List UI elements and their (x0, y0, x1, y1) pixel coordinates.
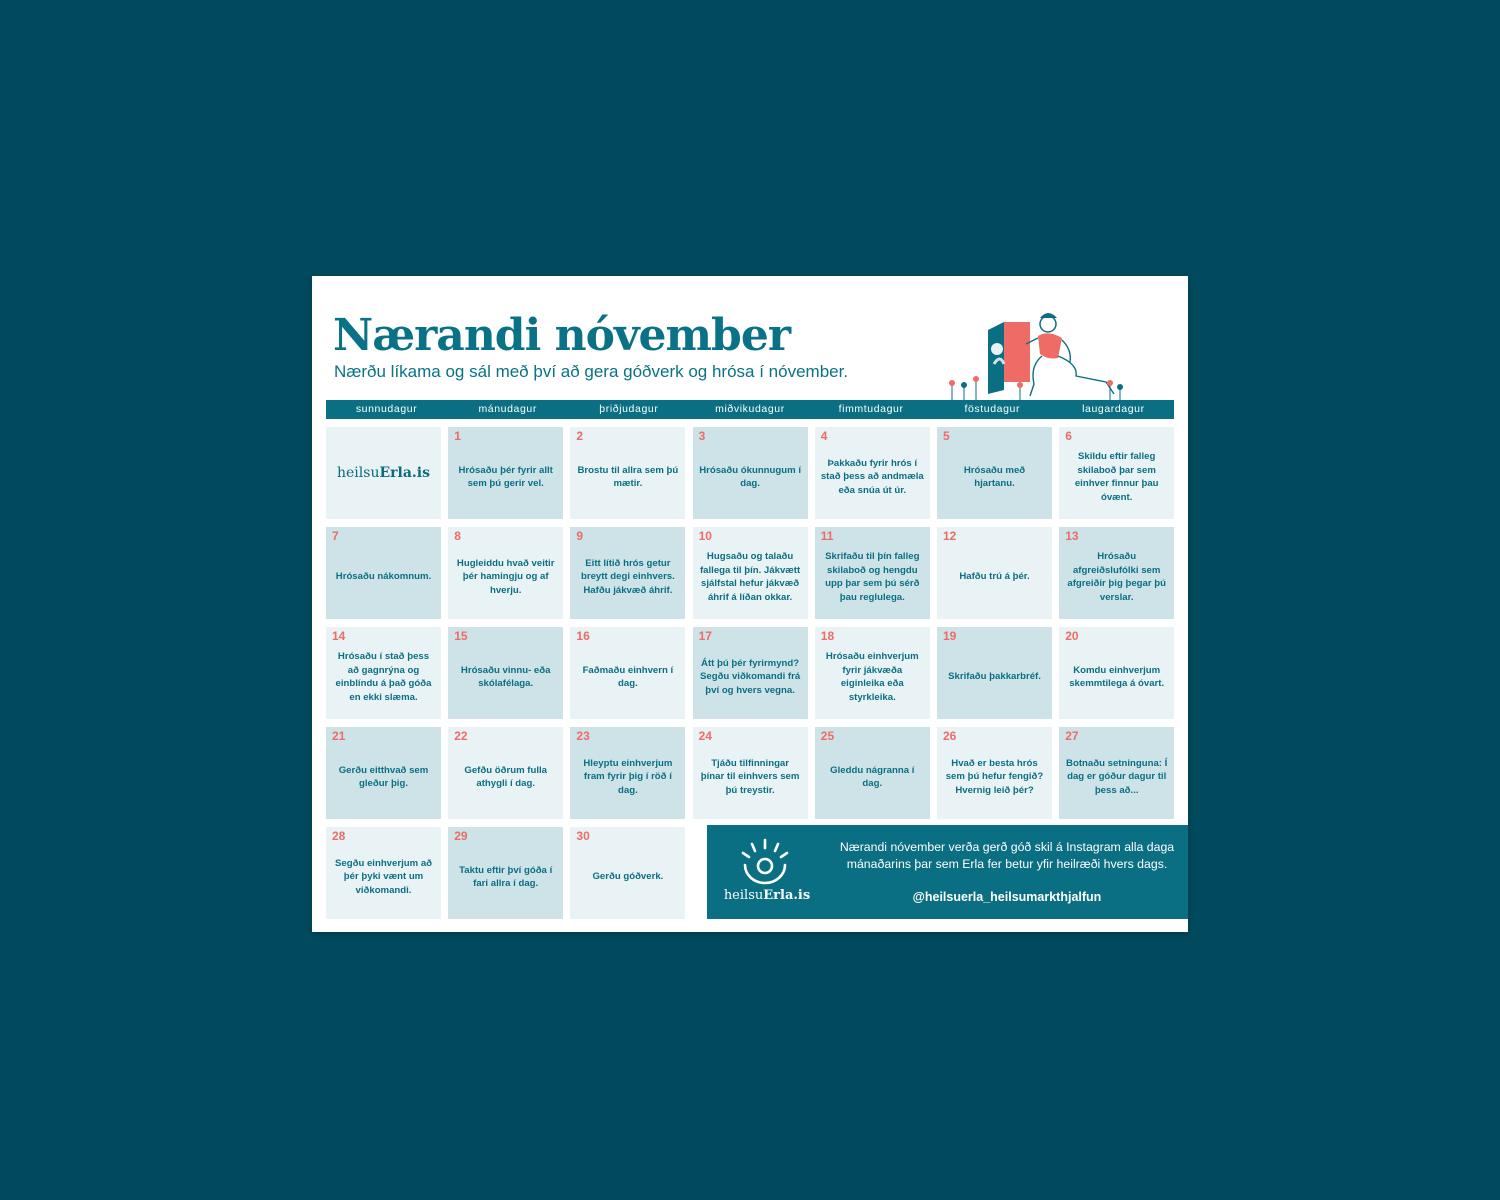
day-cell (1059, 527, 1174, 619)
day-number: 24 (698, 729, 712, 743)
day-tip-text: Gleddu nágranna í dag. (830, 764, 915, 789)
day-tip-text: Komdu einhverjum skemmtilega á óvart. (1069, 664, 1165, 689)
day-cell (1059, 427, 1174, 519)
day-number: 19 (943, 629, 957, 643)
banner-brand-logo: heilsuErla.is (723, 888, 811, 903)
day-tip-text: Skrifaðu þakkarbréf. (948, 671, 1041, 683)
day-tip (1065, 741, 1168, 813)
day-number: 14 (332, 629, 346, 643)
day-tip (332, 641, 435, 713)
day-cell (448, 827, 563, 919)
day-cell (937, 727, 1052, 819)
day-cell (326, 527, 441, 619)
day-cell (1059, 727, 1174, 819)
weekday-label: fimmtudagur (838, 403, 904, 415)
day-tip (454, 541, 557, 613)
day-tip-text: Hrósaðu ókunnugum í dag. (699, 464, 801, 489)
day-tip-text: Átt þú þér fyrirmynd? Segðu viðkomandi frá því og hvers vegna. (699, 657, 801, 696)
day-cell (693, 627, 808, 719)
day-tip (699, 441, 802, 513)
day-cell (815, 527, 930, 619)
day-number: 5 (943, 429, 950, 443)
day-tip-text: Botnaðu setninguna: Í dag er góður dagur til þess að... (1066, 757, 1168, 796)
day-tip (943, 541, 1046, 613)
day-number: 21 (332, 729, 346, 743)
day-tip (332, 841, 435, 913)
person-opening-door-illustration (942, 294, 1132, 400)
day-tip (454, 741, 557, 813)
weekday-label: laugardagur (1082, 403, 1145, 415)
day-tip-text: Hrósaðu með hjartanu. (963, 464, 1026, 489)
day-number: 2 (576, 429, 584, 443)
sun-eye-logo-icon (739, 837, 791, 887)
day-number: 17 (698, 629, 712, 643)
day-tip-text: Hrósaðu vinnu- eða skólafélaga. (460, 664, 551, 689)
day-tip-text: Eitt lítið hrós getur breytt degi einhvers. Hafðu jákvæð áhrif. (580, 557, 675, 596)
day-tip (454, 641, 557, 713)
day-tip (576, 441, 679, 513)
day-cell (448, 427, 563, 519)
day-tip-text: Hrósaðu einhverjum fyrir jákvæða eiginleika eða styrkleika. (825, 651, 919, 703)
day-tip-text: Gerðu eitthvað sem gleður þig. (338, 764, 429, 789)
day-tip (699, 541, 802, 613)
day-tip-text: Skildu eftir falleg skilaboð þar sem einhver finnur þau óvænt. (1074, 451, 1159, 503)
day-cell (570, 627, 685, 719)
day-tip-text: Gefðu öðrum fulla athygli í dag. (464, 764, 547, 789)
day-number: 13 (1065, 529, 1079, 543)
day-tip (576, 541, 679, 613)
day-tip-text: Hugsaðu og talaðu fallega til þín. Jákvætt sjálfstal hefur jákvæð áhrif á líðan okkar. (699, 551, 801, 603)
weekday-label: miðvikudagur (715, 403, 785, 415)
day-number: 11 (820, 529, 834, 543)
day-tip (1065, 541, 1168, 613)
day-tip-text: Segðu einhverjum að þér þyki vænt um viðkomandi. (334, 857, 433, 896)
day-tip (576, 841, 679, 913)
day-cell (815, 427, 930, 519)
day-cell (1059, 627, 1174, 719)
day-cell (693, 727, 808, 819)
day-tip-text: Gerðu góðverk. (592, 871, 664, 883)
weekday-header (326, 400, 1174, 419)
day-tip (821, 741, 924, 813)
day-number: 7 (332, 529, 339, 543)
calendar-grid (326, 427, 1174, 919)
day-cell (570, 427, 685, 519)
day-number: 16 (576, 629, 590, 643)
day-cell (815, 727, 930, 819)
day-cell (326, 727, 441, 819)
day-number: 27 (1065, 729, 1079, 743)
day-tip-text: Taktu eftir því góða í fari allra í dag. (459, 864, 553, 889)
day-tip-text: Hrósaðu afgreiðslufólki sem afgreiðir þig þegar þú verslar. (1067, 551, 1166, 603)
day-number: 29 (454, 829, 468, 843)
day-tip-text: Hvað er besta hrós sem þú hefur fengið? Hvernig leið þér? (945, 757, 1044, 796)
day-number: 3 (698, 429, 706, 443)
day-cell (937, 427, 1052, 519)
day-number: 8 (454, 529, 461, 543)
day-number: 26 (943, 729, 957, 743)
day-tip (943, 641, 1046, 713)
weekday-label: föstudagur (964, 403, 1021, 415)
day-number: 6 (1065, 429, 1072, 443)
day-number: 23 (576, 729, 590, 743)
day-cell (326, 827, 441, 919)
day-tip (821, 541, 924, 613)
day-cell (815, 627, 930, 719)
day-number: 30 (576, 829, 590, 843)
day-tip-text: Hrósaðu í stað þess að gagnrýna og einblíndu á það góða en ekki slæma. (335, 651, 432, 703)
day-number: 10 (698, 529, 712, 543)
weekday-label: þriðjudagur (599, 403, 659, 415)
day-tip (699, 741, 802, 813)
day-number: 28 (332, 829, 346, 843)
instagram-handle: @heilsuerla_heilsumarkthjalfun (912, 890, 1102, 904)
day-tip (821, 441, 924, 513)
day-tip-text: Faðmaðu einhvern í dag. (582, 664, 674, 689)
day-number: 15 (454, 629, 468, 643)
day-tip-text: Skrifaðu til þín falleg skilaboð og hengdu upp þar sem þú sérð þau reglulega. (825, 551, 920, 603)
day-cell (693, 427, 808, 519)
day-number: 18 (820, 629, 835, 643)
day-cell (448, 527, 563, 619)
calendar-card (312, 276, 1188, 932)
day-cell (937, 527, 1052, 619)
day-tip-text: Hrósaðu þér fyrir allt sem þú gerir vel. (458, 464, 553, 489)
day-number: 25 (820, 729, 835, 743)
day-cell (570, 827, 685, 919)
day-tip-text: Brostu til allra sem þú mætir. (577, 464, 679, 489)
day-tip (332, 741, 435, 813)
day-cell (448, 727, 563, 819)
brand-logo: heilsuErla.is (337, 465, 430, 481)
day-tip-text: Tjáðu tilfinningar þínar til einhvers sem þú treystir. (700, 757, 800, 796)
day-tip (454, 441, 557, 513)
day-tip (576, 741, 679, 813)
day-number: 22 (454, 729, 468, 743)
day-number: 4 (820, 429, 828, 443)
day-tip (576, 641, 679, 713)
day-cell (693, 527, 808, 619)
day-tip (332, 541, 435, 613)
day-tip (454, 841, 557, 913)
day-cell (448, 627, 563, 719)
page-subtitle: Nærðu líkama og sál með því að gera góðverk og hrósa í nóvember. (334, 362, 849, 381)
day-tip-text: Hleyptu einhverjum fram fyrir þig í röð í dag. (583, 757, 673, 796)
banner-text: Nærandi nóvember verða gerð góð skil á Instagram alla daga mánaðarins þar sem Erla fer betur yfir heilræði hvers dags. (839, 840, 1175, 871)
day-number: 20 (1065, 629, 1079, 643)
day-tip-text: Hugleiddu hvað veitir þér hamingju og af hverju. (456, 557, 555, 596)
day-tip (1065, 641, 1168, 713)
weekday-label: mánudagur (478, 403, 537, 415)
logo-cell (326, 427, 441, 519)
day-tip-text: Þakkaðu fyrir hrós í stað þess að andmæla eða snúa út úr. (820, 457, 924, 496)
weekday-label: sunnudagur (355, 403, 418, 415)
day-tip (699, 641, 802, 713)
day-tip-text: Hafðu trú á þér. (959, 571, 1030, 583)
day-tip (821, 641, 924, 713)
day-cell (326, 627, 441, 719)
day-cell (937, 627, 1052, 719)
day-tip-text: Hrósaðu nákomnum. (335, 571, 432, 583)
day-number: 12 (943, 529, 957, 543)
day-number: 9 (576, 529, 584, 543)
day-number: 1 (454, 429, 461, 443)
instagram-banner (707, 825, 1188, 919)
day-cell (570, 727, 685, 819)
day-tip (943, 741, 1046, 813)
day-tip (1065, 441, 1168, 513)
day-tip (943, 441, 1046, 513)
page-title: Nærandi nóvember (333, 310, 790, 361)
day-cell (570, 527, 685, 619)
